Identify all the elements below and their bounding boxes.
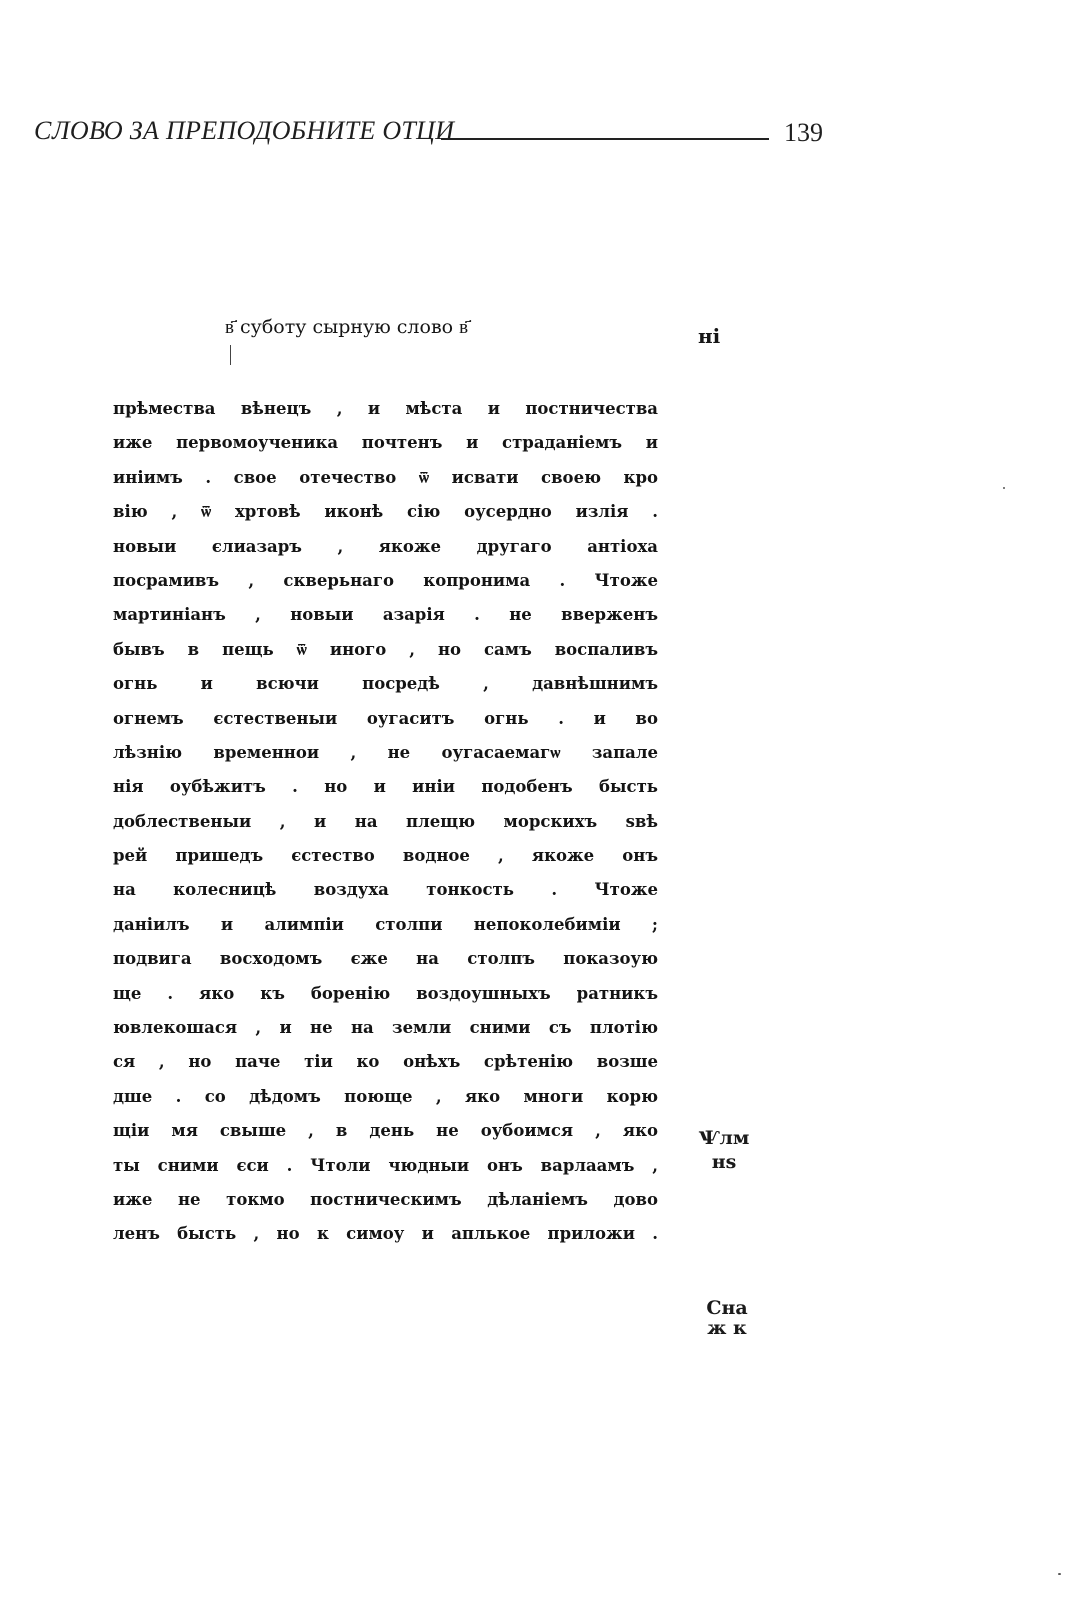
manuscript-line: щіи мя свыше , в день не оубоимся , яко — [113, 1121, 658, 1141]
manuscript-line: новыи єлиазаръ , якоже другаго антіоха — [113, 536, 658, 556]
manuscript-line: вію , ѿ хртовѣ иконѣ сію оусердно излія . — [113, 502, 658, 522]
page-number: 139 — [784, 118, 823, 147]
manuscript-line: ще . яко къ боренію воздоушныхъ ратникъ — [113, 983, 658, 1003]
manuscript-line: бывъ в пещь ѿ иного , но самъ воспаливъ — [113, 639, 658, 659]
manuscript-line: ся , но паче тіи ко онѣхъ срѣтенію возше — [113, 1052, 658, 1072]
manuscript-line: даніилъ и алимпіи столпи непоколебиміи ; — [113, 914, 658, 934]
margin-note-reference: Сна ж к — [706, 1297, 748, 1339]
manuscript-line: прѣмества вѣнецъ , и мѣста и постничества — [113, 399, 658, 418]
manuscript-line: посрамивъ , скверьнаго копронима . Чтоже — [113, 570, 658, 590]
manuscript-line: мартиніанъ , новыи азарія . не вверженъ — [113, 605, 658, 625]
folio-mark: ні — [698, 324, 721, 348]
heading-tick-mark — [230, 345, 231, 365]
manuscript-text — [113, 392, 658, 1252]
paper-speck — [1058, 1573, 1061, 1575]
manuscript-line: огнь и всючи посредѣ , давнѣшнимъ — [113, 674, 658, 694]
manuscript-line: иже первомоученика почтенъ и страданіемъ и — [113, 433, 658, 453]
manuscript-line: ленъ бысть , но к симоу и аплькое приложи . — [113, 1224, 658, 1244]
manuscript-line: ты сними єси . Чтоли чюдныи онъ варлаамъ , — [113, 1155, 658, 1175]
manuscript-heading: в҃ суботу сырную слово в҃ — [225, 316, 469, 338]
manuscript-line: на колесницѣ воздуха тонкость . Чтоже — [113, 880, 658, 900]
margin-note-psalm: Ѱлм нѕ — [698, 1127, 750, 1173]
manuscript-line: рей пришедъ єстество водное , якоже онъ — [113, 846, 658, 866]
paper-speck — [1003, 487, 1005, 489]
manuscript-line: иже не токмо постническимъ дѣланіемъ дово — [113, 1189, 658, 1209]
manuscript-line: доблественыи , и на плещю морскихъ ѕвѣ — [113, 811, 658, 831]
manuscript-line: иніимъ . свое отечество ѿ исвати своею кро — [113, 467, 658, 487]
manuscript-line: подвига восходомъ єже на столпъ показоую — [113, 949, 658, 969]
running-title: СЛОВО ЗА ПРЕПОДОБНИТЕ ОТЦИ — [34, 116, 455, 145]
manuscript-line: лѣзнію временнои , не оугасаемагѡ запале — [113, 742, 658, 762]
manuscript-line: огнемъ єстественыи оугаситъ огнь . и во — [113, 708, 658, 728]
manuscript-line: нія оубѣжитъ . но и иніи подобенъ бысть — [113, 777, 658, 797]
manuscript-line: ювлекошася , и не на земли сними съ плотію — [113, 1018, 658, 1038]
manuscript-line: дше . со дѣдомъ поюще , яко многи корю — [113, 1086, 658, 1106]
